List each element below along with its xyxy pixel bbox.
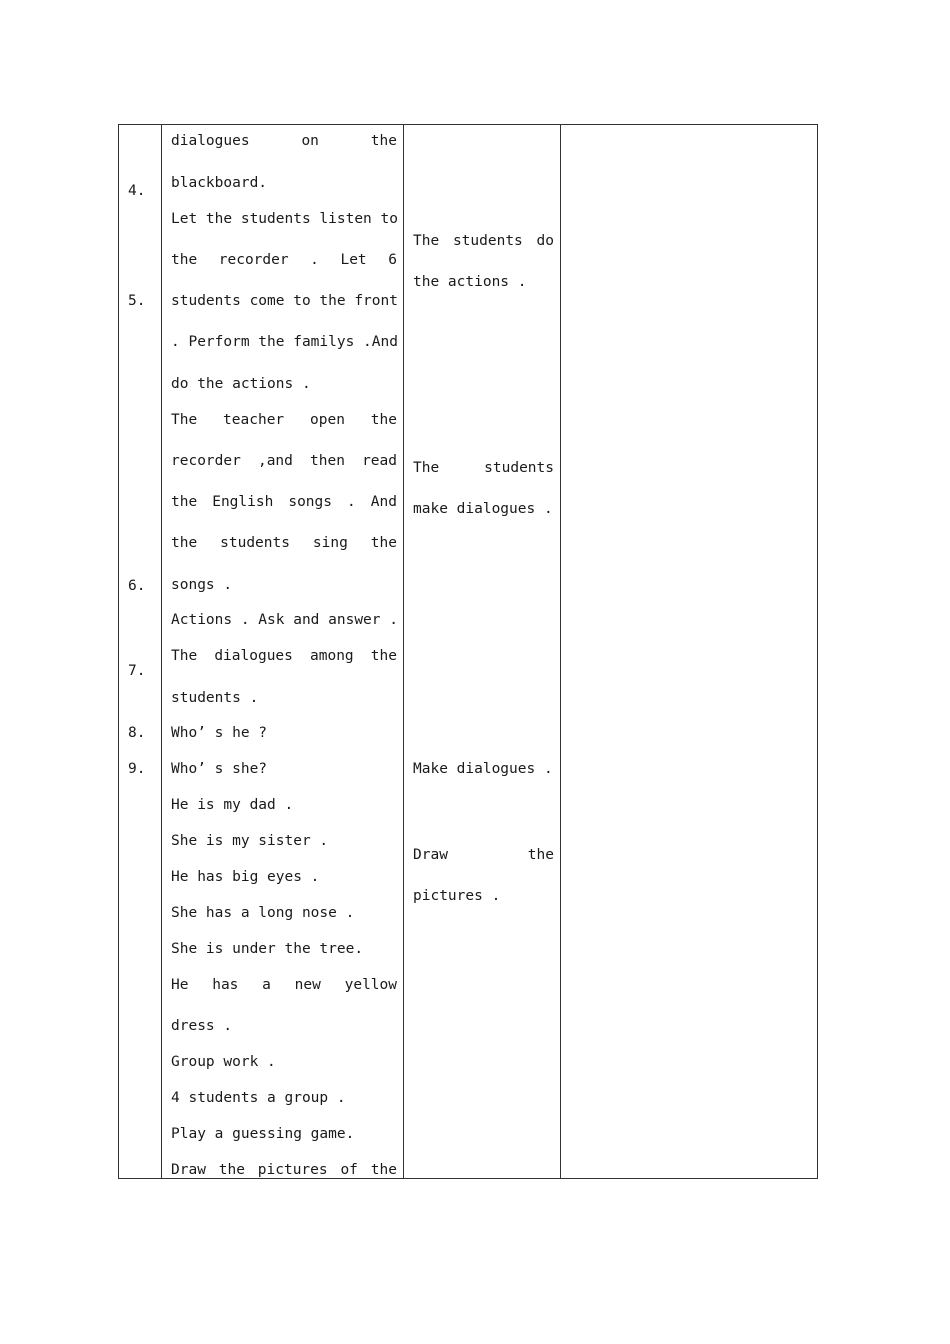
- word: dialogues: [214, 648, 293, 664]
- word: the: [171, 494, 198, 510]
- word: the: [370, 535, 397, 551]
- word: open: [310, 412, 345, 428]
- word: the: [370, 133, 397, 149]
- word: new: [294, 977, 321, 993]
- word: then: [310, 453, 345, 469]
- word: The: [413, 233, 440, 249]
- content-lines-line: Play a guessing game.: [171, 1126, 355, 1142]
- word: The: [171, 412, 198, 428]
- word: .: [347, 494, 356, 510]
- content-lines-line: [171, 533, 397, 553]
- word: the: [370, 412, 397, 428]
- word: The: [171, 648, 198, 664]
- content-lines-line: [171, 451, 397, 471]
- word: on: [301, 133, 319, 149]
- word: of: [340, 1162, 358, 1178]
- word: students: [484, 460, 554, 476]
- student-lines-line: make dialogues .: [413, 501, 553, 517]
- word: pictures: [257, 1162, 328, 1178]
- word: ,and: [257, 453, 293, 469]
- step-number: 9.: [128, 761, 146, 777]
- student-lines-line: Make dialogues .: [413, 761, 553, 777]
- step-number: 4.: [128, 183, 146, 199]
- column-divider: [161, 125, 162, 1178]
- word: recorder: [171, 453, 241, 469]
- content-lines-line: students .: [171, 690, 259, 706]
- word: read: [362, 453, 397, 469]
- word: The: [413, 460, 440, 476]
- word: dialogues: [171, 133, 250, 149]
- word: yellow: [344, 977, 397, 993]
- word: among: [310, 648, 354, 664]
- content-lines-line: Group work .: [171, 1054, 276, 1070]
- content-lines-line: He is my dad .: [171, 797, 294, 813]
- content-lines-line: Actions . Ask and answer .: [171, 612, 398, 628]
- content-lines-line: [171, 1160, 397, 1180]
- content-lines-line: [171, 975, 397, 995]
- content-lines-line: students come to the front: [171, 293, 398, 309]
- step-number: 8.: [128, 725, 146, 741]
- word: recorder: [218, 252, 289, 268]
- word: sing: [312, 535, 348, 551]
- word: the: [171, 535, 198, 551]
- student-lines-line: [413, 231, 554, 251]
- word: students: [220, 535, 290, 551]
- step-number: 6.: [128, 578, 146, 594]
- word: And: [370, 494, 397, 510]
- word: students: [452, 233, 523, 249]
- content-lines-line: She is under the tree.: [171, 941, 364, 957]
- content-lines-line: [171, 492, 397, 512]
- content-lines-line: He has big eyes .: [171, 869, 320, 885]
- student-lines-line: [413, 845, 554, 865]
- content-lines-line: Who’ s she?: [171, 761, 268, 777]
- content-lines-line: She is my sister .: [171, 833, 329, 849]
- word: 6: [388, 252, 397, 268]
- content-lines-line: do the actions .: [171, 376, 311, 392]
- content-lines-line: Who’ s he ?: [171, 725, 268, 741]
- content-lines-line: [171, 131, 397, 151]
- word: .: [310, 252, 319, 268]
- student-lines-line: [413, 458, 554, 478]
- step-number: 7.: [128, 663, 146, 679]
- content-lines-line: [171, 250, 397, 270]
- word: the: [370, 648, 397, 664]
- word: songs: [288, 494, 332, 510]
- content-lines-line: 4 students a group .: [171, 1090, 346, 1106]
- content-lines-line: [171, 410, 397, 430]
- word: Draw: [413, 847, 448, 863]
- column-divider: [403, 125, 404, 1178]
- step-number: 5.: [128, 293, 146, 309]
- word: a: [262, 977, 271, 993]
- word: the: [370, 1162, 397, 1178]
- word: the: [527, 847, 554, 863]
- student-lines-line: pictures .: [413, 888, 501, 904]
- word: the: [171, 252, 198, 268]
- content-lines-line: She has a long nose .: [171, 905, 355, 921]
- word: Let: [340, 252, 367, 268]
- content-lines-line: Let the students listen to: [171, 211, 398, 227]
- lesson-table: [118, 124, 818, 1179]
- column-divider: [560, 125, 561, 1178]
- student-lines-line: the actions .: [413, 274, 527, 290]
- word: English: [212, 494, 274, 510]
- content-lines-line: . Perform the familys .And: [171, 334, 398, 350]
- word: teacher: [223, 412, 285, 428]
- content-lines-line: [171, 646, 397, 666]
- content-lines-line: songs .: [171, 577, 233, 593]
- word: the: [218, 1162, 245, 1178]
- content-lines-line: blackboard.: [171, 175, 268, 191]
- word: Draw: [171, 1162, 206, 1178]
- word: He: [171, 977, 189, 993]
- word: has: [212, 977, 239, 993]
- content-lines-line: dress .: [171, 1018, 233, 1034]
- word: do: [536, 233, 554, 249]
